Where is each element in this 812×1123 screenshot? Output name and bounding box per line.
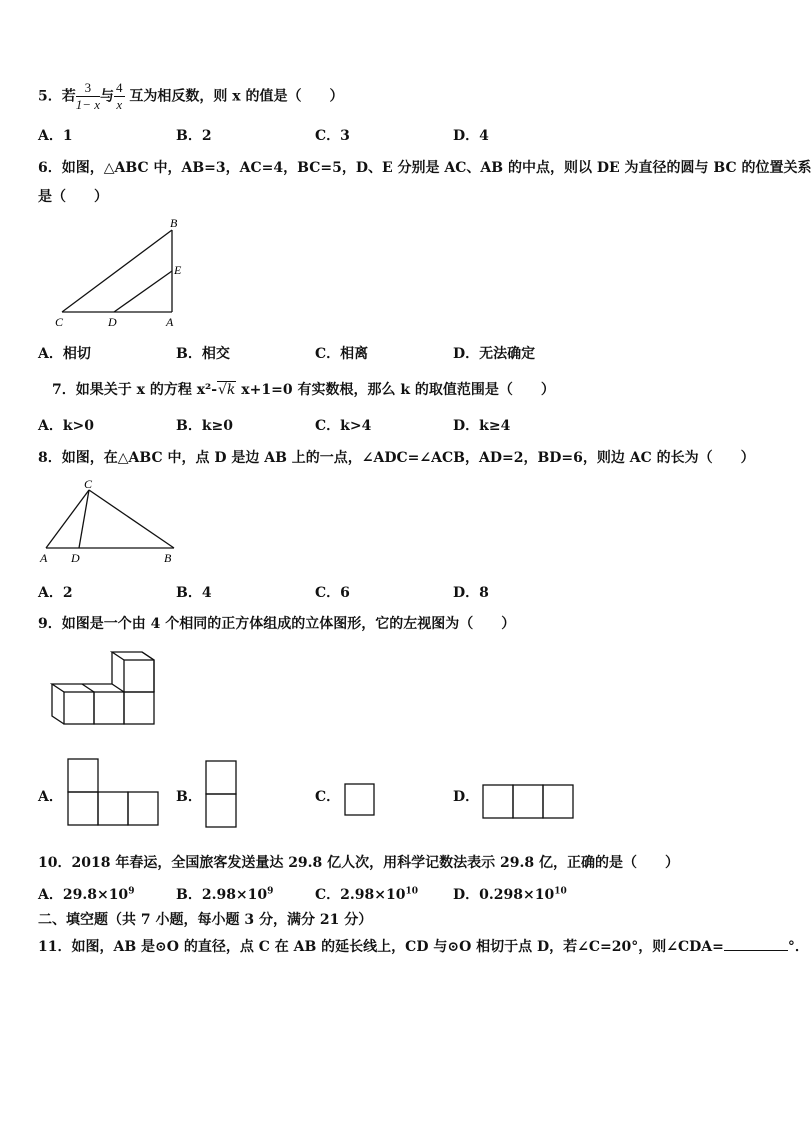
q10-option-a: A．$29.8\times 10^9$ (38, 886, 135, 903)
q5-fraction-1: $\frac{3}{1- x}$ (75, 80, 101, 112)
q7-sqrt: √k (218, 382, 236, 398)
q7-option-c: C．k>4 (315, 418, 372, 434)
q9-option-d-label: D． (453, 789, 480, 805)
q5-option-b: B．2 (176, 128, 212, 144)
q5-fraction-2: $\frac{4}{x}$ (116, 80, 123, 112)
question-11: 11．如图，AB 是⊙O 的直径，点 C 在 AB 的延长线上，CD 与⊙O 相切于点 D，若∠C=20°，则∠CDA= °． (38, 939, 809, 955)
q10-option-d: D．$0.298\times 10^{10}$ (453, 886, 567, 903)
q8-triangle-figure (36, 474, 186, 568)
q8-label-b: B (164, 551, 172, 565)
q6-label-c: C (55, 315, 64, 329)
q6-option-c: C．相离 (315, 346, 369, 362)
q5-mid: 与 (100, 88, 115, 105)
q9-option-c-figure (343, 782, 379, 818)
q7-option-d: D．k≥4 (453, 418, 511, 434)
q5-prefix: 5．若 (38, 88, 76, 105)
q9-text: 9．如图是一个由 4 个相同的正方体组成的立体图形，它的左视图为（ ） (38, 616, 516, 632)
q7-option-a: A．k>0 (38, 418, 95, 434)
q6-label-a: A (166, 315, 174, 329)
q10-text: 10．2018 年春运，全国旅客发送量达 29.8 亿人次，用科学记数法表示 29.8 亿，正确的是（ ） (38, 855, 680, 871)
q6-label-b: B (170, 216, 178, 230)
q8-option-d: D．8 (453, 585, 489, 601)
question-7: 7．如果关于 x 的方程 x²-√k x+1=0 有实数根，那么 k 的取值范围是（ ） (52, 382, 555, 398)
q5-option-d: D．4 (453, 128, 489, 144)
q5-option-c: C．3 (315, 128, 350, 144)
q10-option-c: C．$2.98\times 10^{10}$ (315, 886, 418, 903)
q8-label-a: A (40, 551, 48, 565)
q6-triangle-figure (50, 215, 190, 330)
q6-text-line-2: 是（ ） (38, 189, 108, 205)
q10-option-b: B．$2.98\times 10^9$ (176, 886, 274, 903)
q8-label-d: D (71, 551, 80, 565)
q8-option-b: B．4 (176, 585, 212, 601)
question-5 (38, 80, 344, 113)
q8-label-c: C (84, 477, 93, 491)
q5-suffix: 互为相反数，则 x 的值是（ ） (124, 88, 344, 105)
q6-option-d: D．无法确定 (453, 346, 536, 362)
q7-option-b: B．k≥0 (176, 418, 234, 434)
q6-option-b: B．相交 (176, 346, 230, 362)
q6-label-e: E (174, 263, 182, 277)
q8-text: 8．如图，在△ABC 中，点 D 是边 AB 上的一点，∠ADC=∠ACB，AD=2，BD=6，则边 AC 的长为（ ） (38, 450, 755, 466)
section-2-heading: 二、填空题（共 7 小题，每小题 3 分，满分 21 分） (38, 912, 373, 928)
q11-answer-blank (724, 938, 788, 951)
q9-option-d-figure (481, 783, 577, 821)
q5-option-a: A．1 (38, 128, 73, 144)
q6-label-d: D (108, 315, 117, 329)
q8-option-c: C．6 (315, 585, 350, 601)
q9-option-c-label: C． (315, 789, 341, 805)
q9-cube-stack-figure (44, 648, 159, 730)
q8-option-a: A．2 (38, 585, 73, 601)
q9-option-a-label: A． (38, 789, 63, 805)
q9-option-b-figure (204, 759, 240, 829)
q6-text-line-1: 6．如图，△ABC 中，AB=3，AC=4，BC=5，D、E 分别是 AC、AB 的中点，则以 DE 为直径的圆与 BC 的位置关系 (38, 160, 812, 176)
q9-option-b-label: B． (176, 789, 202, 805)
q6-option-a: A．相切 (38, 346, 91, 362)
q9-option-a-figure (66, 757, 162, 827)
